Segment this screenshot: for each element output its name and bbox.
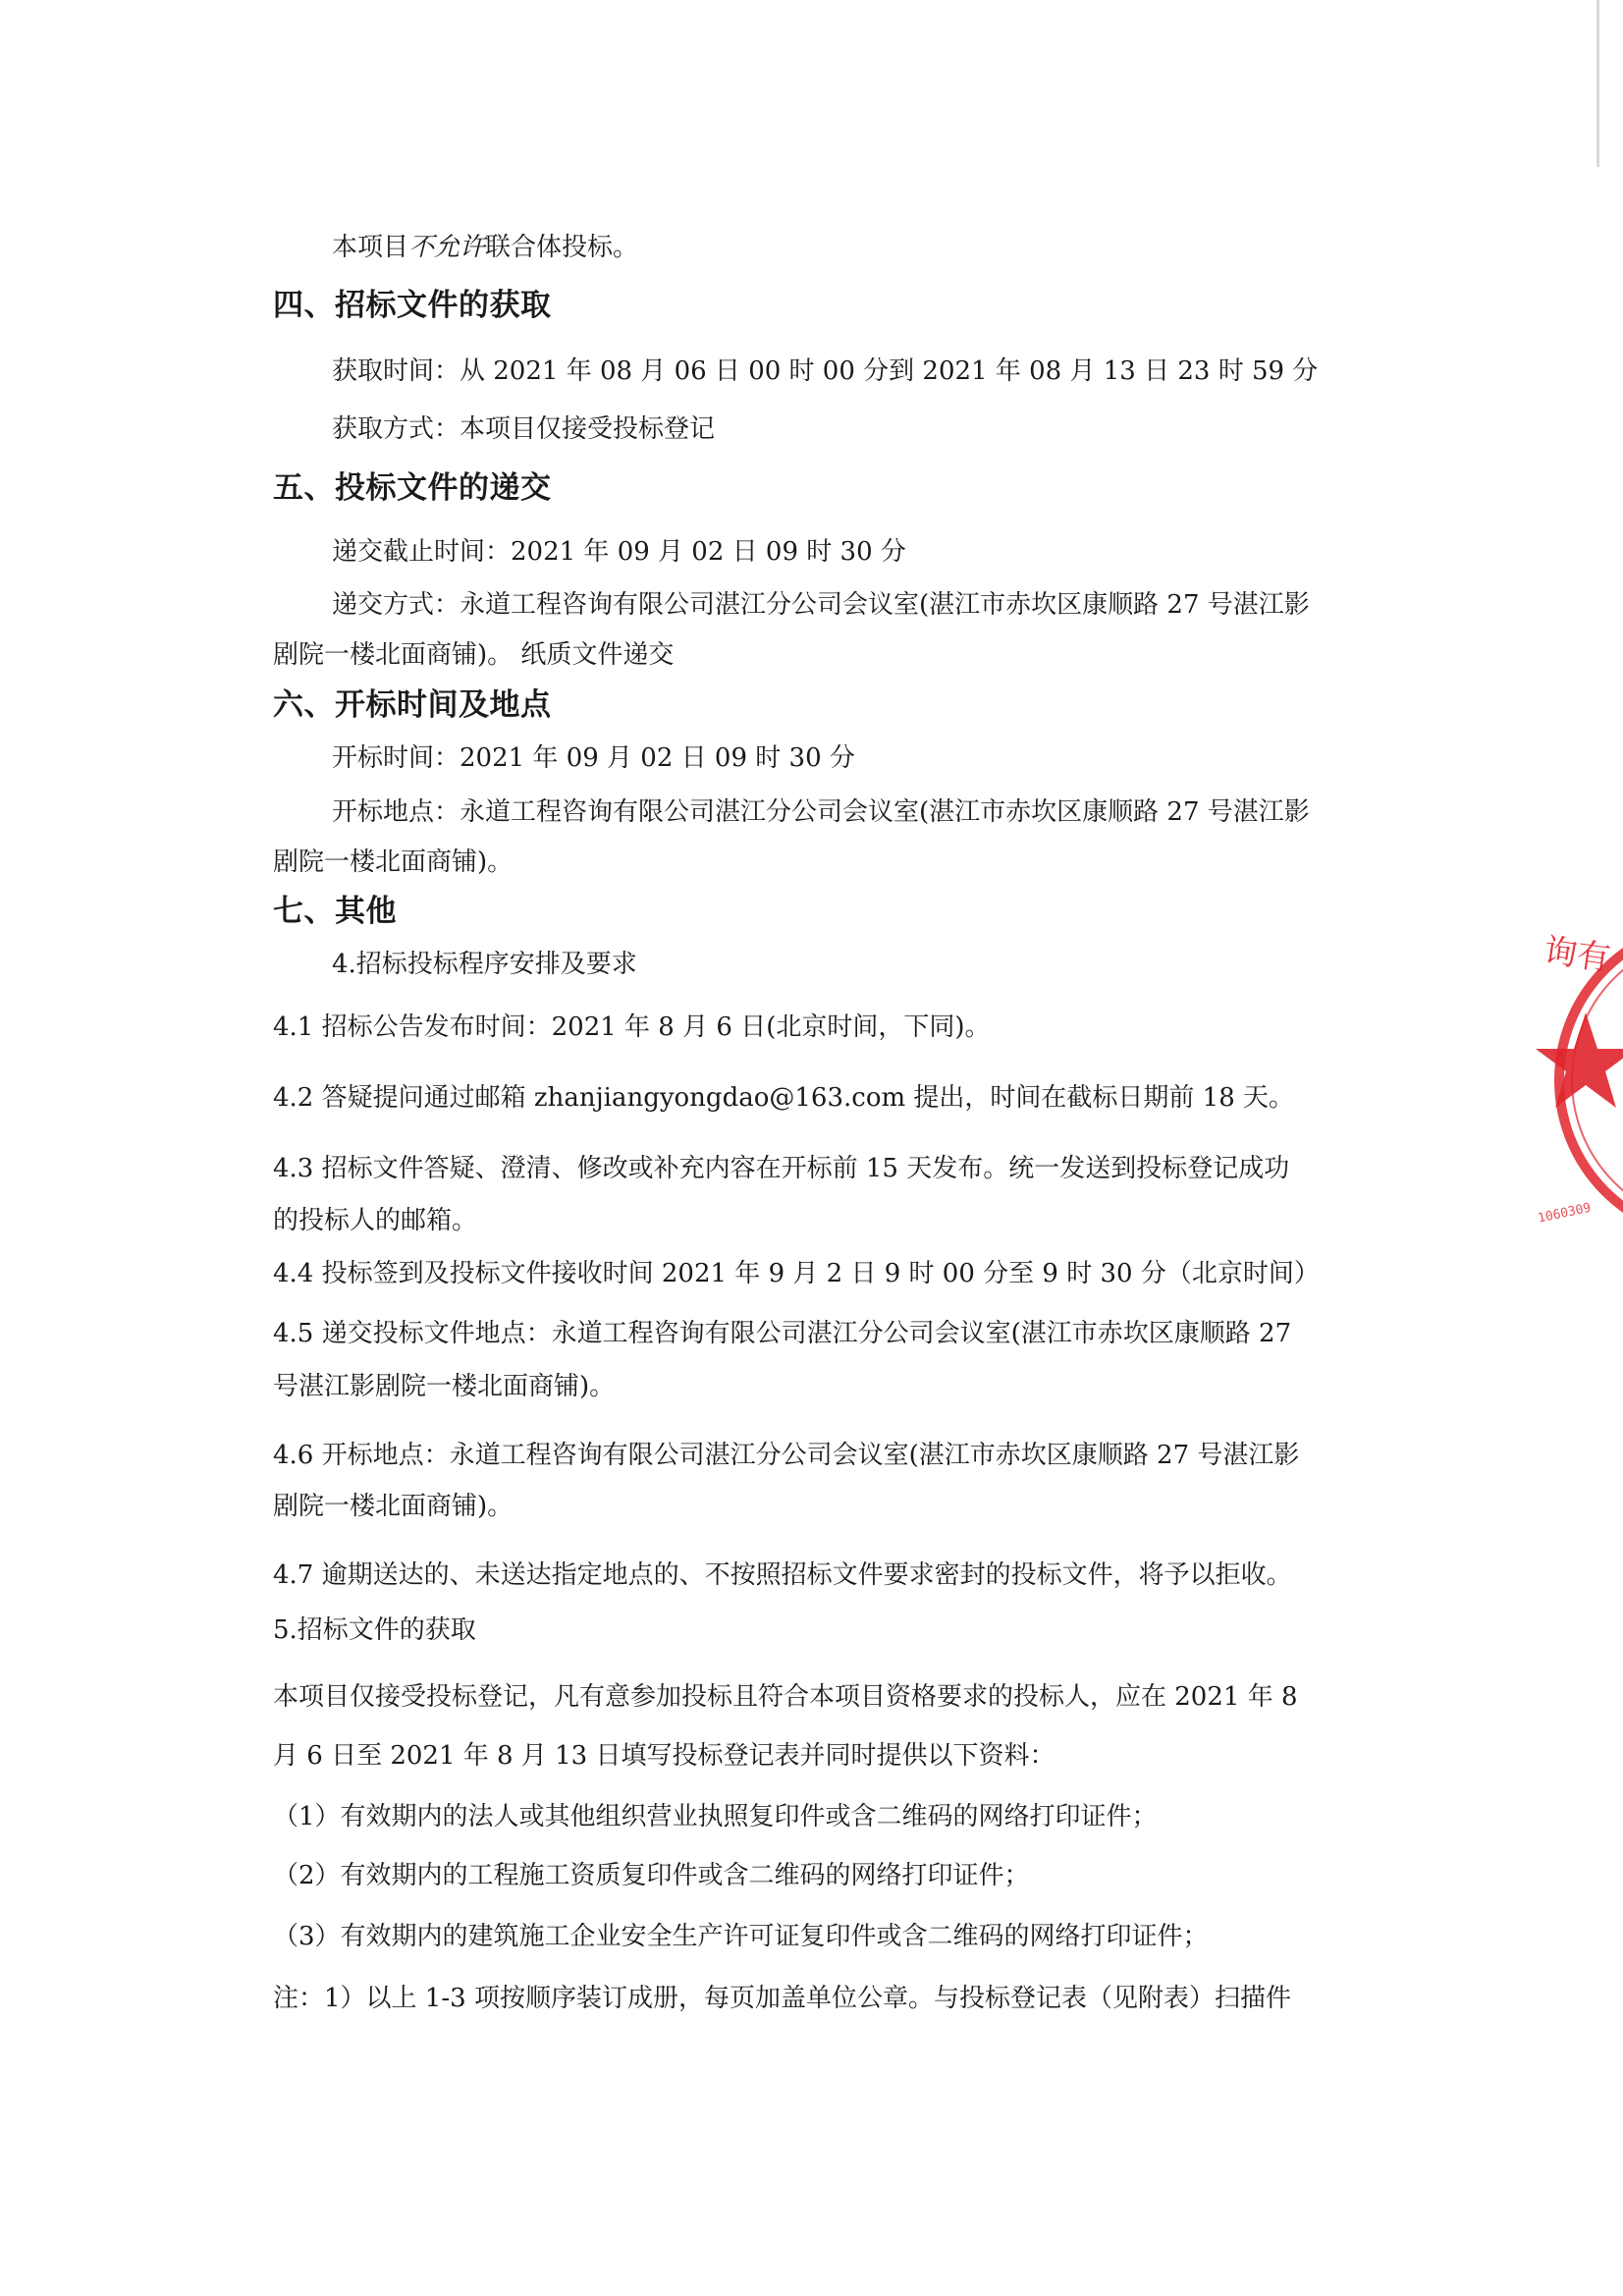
item-4-7: 4.7 逾期送达的、未送达指定地点的、不按照招标文件要求密封的投标文件，将予以拒收。 — [273, 1560, 1292, 1590]
item-4-6-line2: 剧院一楼北面商铺)。 — [273, 1492, 514, 1521]
get-method: 获取方式：本项目仅接受投标登记 — [332, 414, 716, 444]
item-4-4: 4.4 投标签到及投标文件接收时间 2021 年 9 月 2 日 9 时 00 分至 9 时 30 分（北京时间） — [273, 1259, 1320, 1288]
heading-7: 七、其他 — [273, 894, 397, 929]
item-4-3-line1: 4.3 招标文件答疑、澄清、修改或补充内容在开标前 15 天发布。统一发送到投标登记成功 — [273, 1154, 1290, 1183]
text-run: 本项目 — [332, 233, 409, 262]
paragraph-joint-bid — [332, 228, 638, 267]
text-run-italic: 不允许 — [408, 233, 486, 262]
requirement-1: （1）有效期内的法人或其他组织营业执照复印件或含二维码的网络打印证件； — [273, 1802, 1158, 1831]
seal-code: 1060309 — [1536, 1200, 1593, 1227]
deadline: 递交截止时间：2021 年 09 月 02 日 09 时 30 分 — [332, 537, 906, 567]
submit-method-line1: 递交方式：永道工程咨询有限公司湛江分公司会议室(湛江市赤坎区康顺路 27 号湛江影 — [332, 590, 1310, 620]
seal-graphic — [1515, 908, 1623, 1252]
scan-edge-mark — [1596, 0, 1599, 167]
item-4-5-line1: 4.5 递交投标文件地点：永道工程咨询有限公司湛江分公司会议室(湛江市赤坎区康顺路 27 — [273, 1319, 1292, 1348]
item-4-6-line1: 4.6 开标地点：永道工程咨询有限公司湛江分公司会议室(湛江市赤坎区康顺路 27 号湛江影 — [273, 1441, 1300, 1470]
text-run: 联合体投标。 — [485, 233, 639, 262]
item-4-5-line2: 号湛江影剧院一楼北面商铺)。 — [273, 1372, 616, 1401]
submit-method-line2: 剧院一楼北面商铺)。 纸质文件递交 — [273, 640, 675, 670]
item-4-3-line2: 的投标人的邮箱。 — [273, 1206, 478, 1235]
section-4-title: 4.招标投标程序安排及要求 — [332, 950, 637, 979]
company-seal — [1515, 908, 1623, 1252]
requirement-3: （3）有效期内的建筑施工企业安全生产许可证复印件或含二维码的网络打印证件； — [273, 1922, 1209, 1951]
note: 注：1）以上 1-3 项按顺序装订成册，每页加盖单位公章。与投标登记表（见附表）扫描件 — [273, 1984, 1291, 2013]
seal-text: 询有 — [1541, 930, 1613, 979]
section-5-title: 5.招标文件的获取 — [273, 1615, 476, 1645]
open-place-line1: 开标地点：永道工程咨询有限公司湛江分公司会议室(湛江市赤坎区康顺路 27 号湛江影 — [332, 797, 1310, 827]
open-place-line2: 剧院一楼北面商铺)。 — [273, 847, 514, 877]
requirement-2: （2）有效期内的工程施工资质复印件或含二维码的网络打印证件； — [273, 1861, 1030, 1890]
section-5-para-line2: 月 6 日至 2021 年 8 月 13 日填写投标登记表并同时提供以下资料： — [273, 1741, 1055, 1771]
heading-5: 五、投标文件的递交 — [273, 470, 552, 506]
seal-star-icon — [1536, 1012, 1623, 1108]
item-4-1: 4.1 招标公告发布时间：2021 年 8 月 6 日(北京时间，下同)。 — [273, 1012, 991, 1042]
get-time: 获取时间：从 2021 年 08 月 06 日 00 时 00 分到 2021 年 08 月 13 日 23 时 59 分 — [332, 356, 1319, 386]
heading-6: 六、开标时间及地点 — [273, 687, 552, 723]
section-5-para-line1: 本项目仅接受投标登记，凡有意参加投标且符合本项目资格要求的投标人，应在 2021 年 8 — [273, 1682, 1298, 1712]
item-4-2: 4.2 答疑提问通过邮箱 zhanjiangyongdao@163.com 提出，时间在截标日期前 18 天。 — [273, 1083, 1295, 1113]
heading-4: 四、招标文件的获取 — [273, 288, 552, 323]
open-time: 开标时间：2021 年 09 月 02 日 09 时 30 分 — [332, 743, 855, 773]
